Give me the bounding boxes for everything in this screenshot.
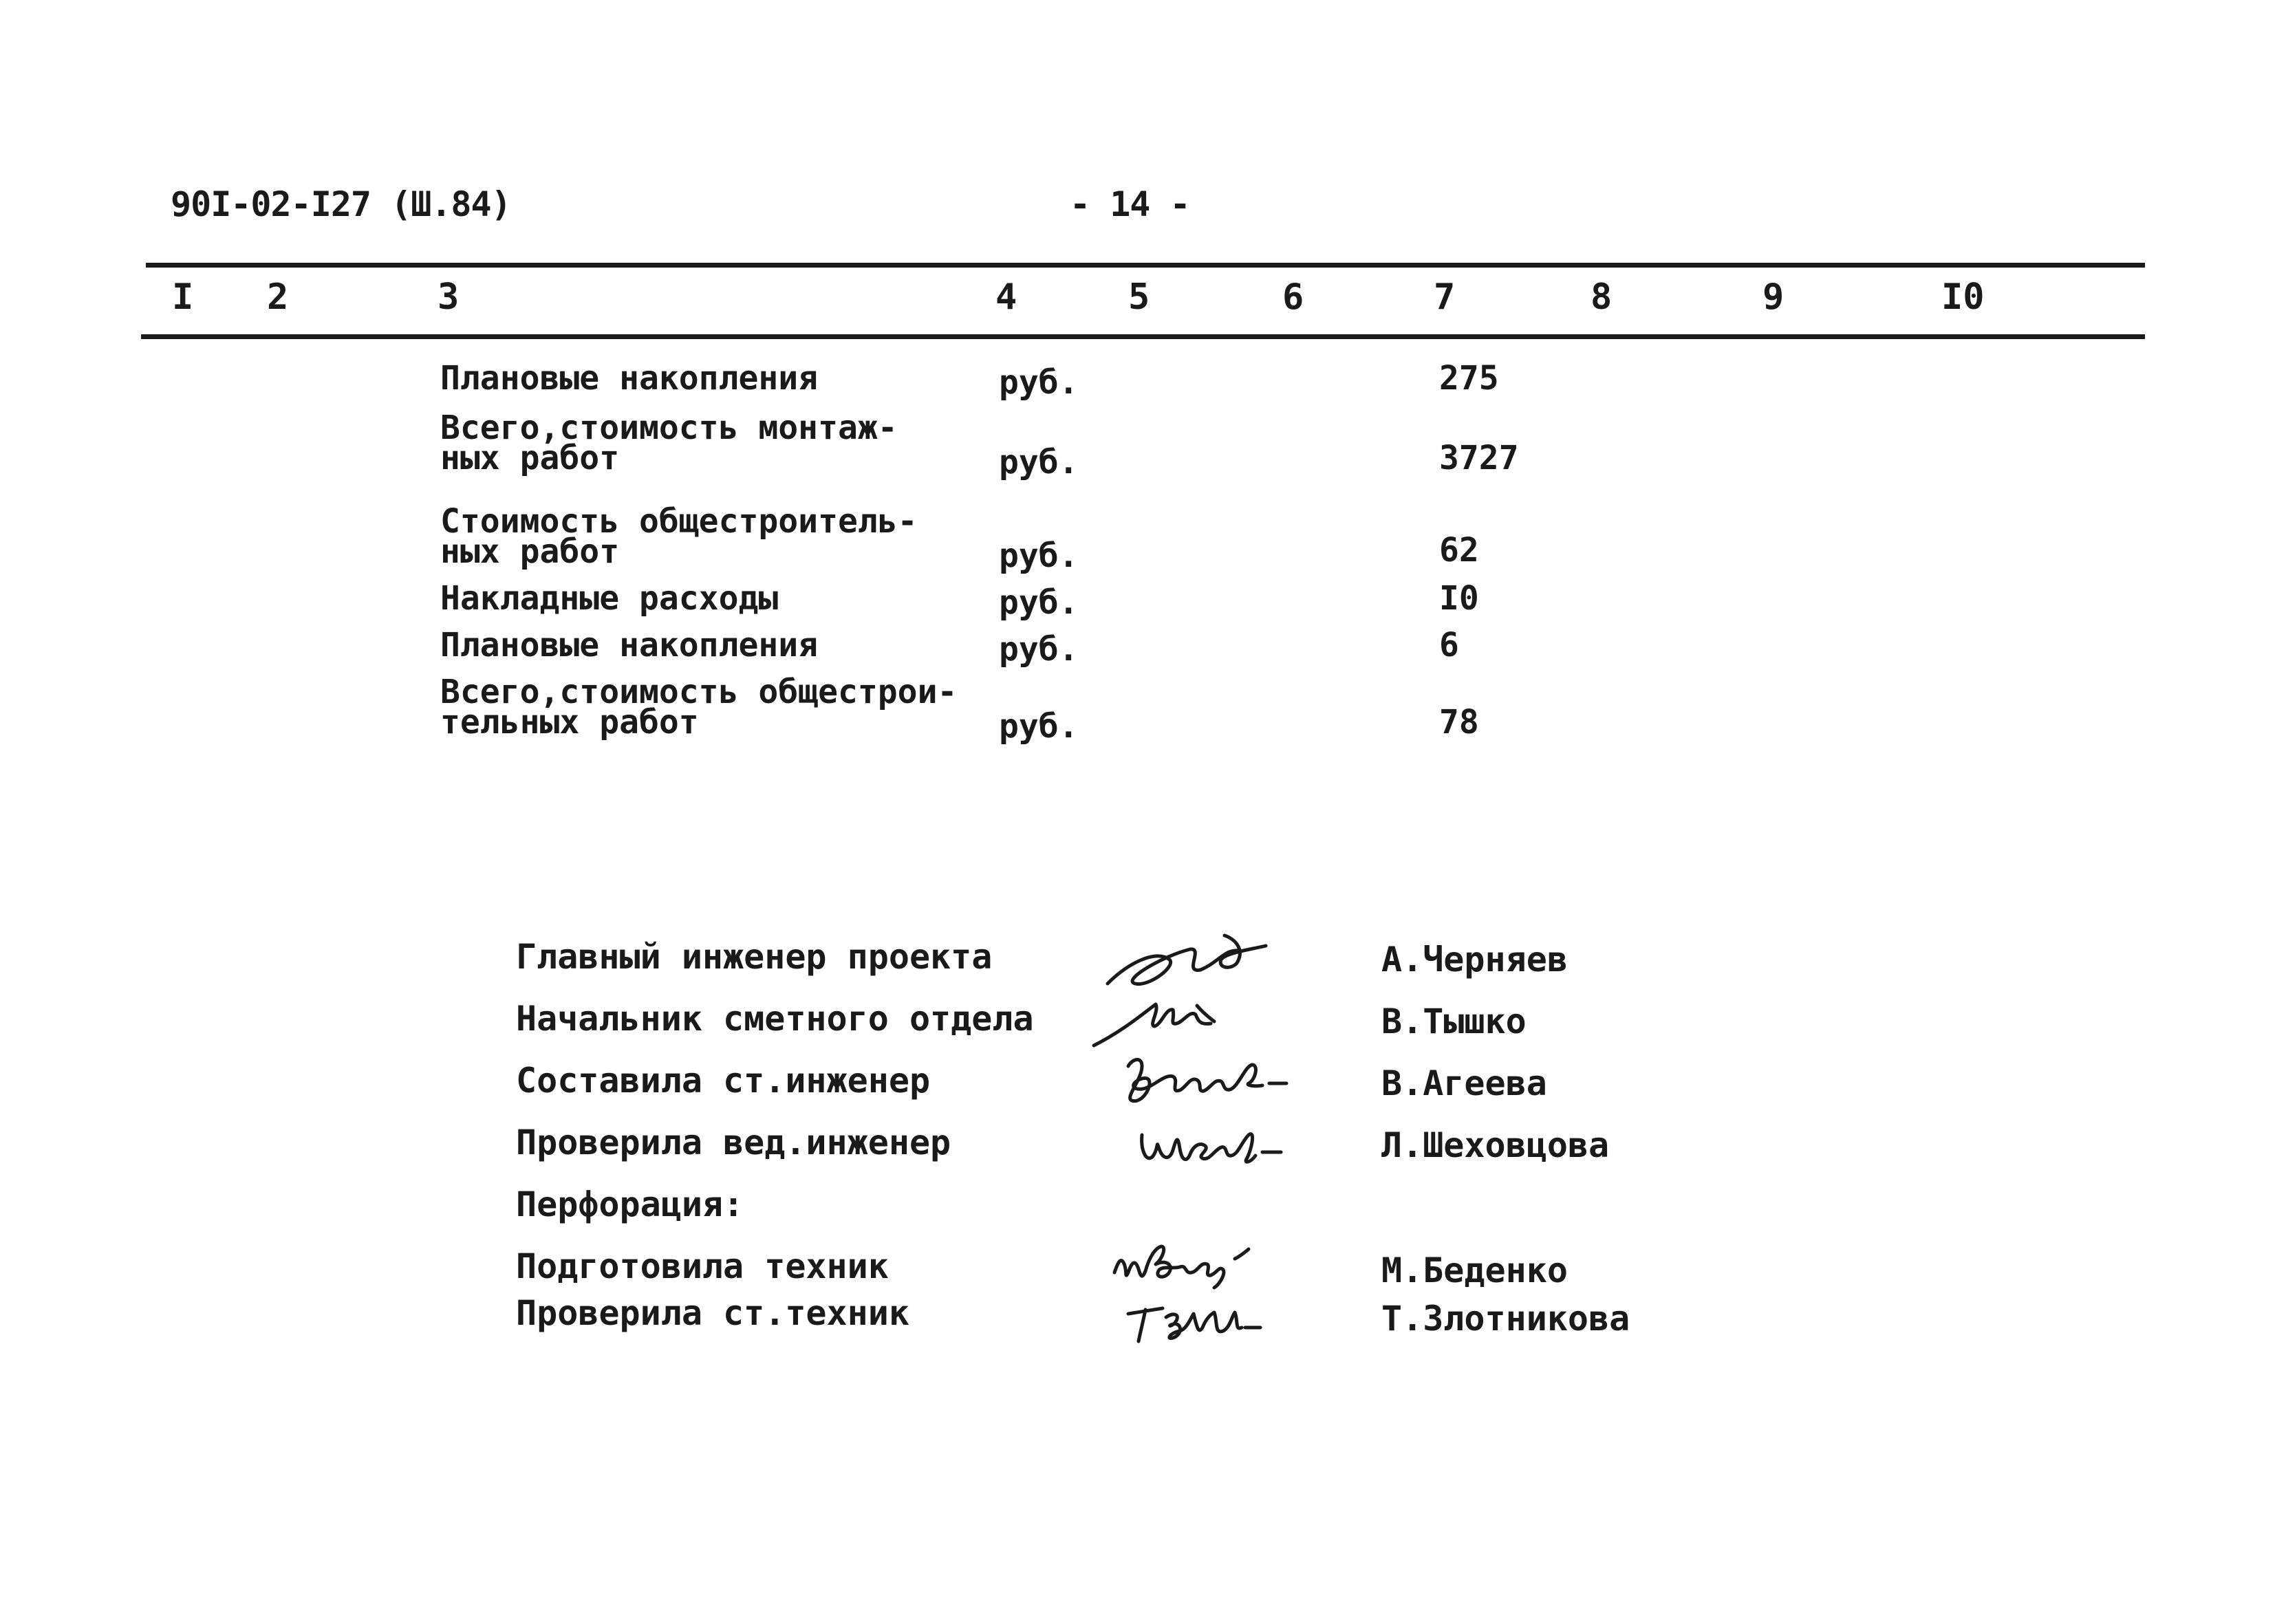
row-value: I0: [1439, 579, 1479, 618]
row-value: 6: [1439, 626, 1459, 664]
row-name-line: Всего,стоимость монтаж-: [440, 409, 898, 447]
row-value: 78: [1439, 703, 1479, 741]
column-number: 3: [438, 277, 460, 318]
page-number: - 14 -: [1070, 184, 1190, 224]
table-header-rule: [141, 334, 2145, 339]
column-number: 7: [1434, 277, 1456, 318]
row-name-line: Плановые накопления: [440, 626, 819, 664]
signature-name: В.Агеева: [1381, 1063, 1547, 1103]
signature-role: Начальник сметного отдела: [516, 999, 1034, 1039]
row-value: 3727: [1439, 439, 1519, 477]
signature-name: А.Черняев: [1381, 940, 1568, 979]
handwritten-signature: [1128, 1107, 1293, 1179]
column-number: 6: [1282, 277, 1304, 318]
column-number: I0: [1941, 277, 1985, 318]
row-unit: руб.: [999, 443, 1079, 481]
row-name: [440, 673, 958, 741]
row-unit: руб.: [999, 537, 1079, 575]
table-top-rule: [146, 263, 2145, 268]
row-name: [440, 626, 819, 664]
row-value: 275: [1439, 359, 1499, 398]
signature-role: Проверила ст.техник: [516, 1293, 909, 1333]
handwritten-signature: [1080, 922, 1300, 1062]
row-name-line: тельных работ: [440, 703, 699, 741]
row-name: [440, 409, 898, 477]
signature-name: М.Беденко: [1381, 1251, 1568, 1290]
row-unit: руб.: [999, 630, 1079, 669]
row-unit: руб.: [999, 363, 1079, 402]
row-name-line: Всего,стоимость общестрои-: [440, 673, 958, 711]
signature-role: Проверила вед.инженер: [516, 1123, 951, 1162]
signature-role: Составила ст.инженер: [516, 1061, 931, 1101]
column-number: 8: [1591, 277, 1613, 318]
row-unit: руб.: [999, 707, 1079, 746]
row-name-line: Стоимость общестроитель-: [440, 502, 918, 541]
signature-name: Т.Злотникова: [1381, 1299, 1630, 1339]
column-number: 2: [267, 277, 289, 318]
row-name-line: Накладные расходы: [440, 579, 779, 618]
column-number: 5: [1128, 277, 1150, 318]
column-number: 9: [1762, 277, 1785, 318]
row-name: [440, 502, 918, 571]
row-name: [440, 579, 779, 618]
row-value: 62: [1439, 531, 1479, 570]
handwritten-signature: [1114, 1046, 1307, 1117]
row-name-line: ных работ: [440, 439, 620, 477]
handwritten-signature: [1101, 1231, 1280, 1351]
row-name: [440, 359, 819, 398]
signature-name: Л.Шеховцова: [1381, 1125, 1610, 1165]
row-name-line: Плановые накопления: [440, 359, 819, 398]
signature-name: В.Тышко: [1381, 1002, 1527, 1041]
signature-role: Главный инженер проекта: [516, 937, 993, 977]
document-code: 90I-02-I27 (Ш.84): [171, 184, 511, 224]
perforation-heading: Перфорация:: [516, 1184, 744, 1224]
column-number: I: [172, 277, 194, 318]
column-number: 4: [995, 277, 1017, 318]
row-name-line: ных работ: [440, 532, 620, 571]
row-unit: руб.: [999, 583, 1079, 622]
signature-role: Подготовила техник: [516, 1246, 889, 1286]
